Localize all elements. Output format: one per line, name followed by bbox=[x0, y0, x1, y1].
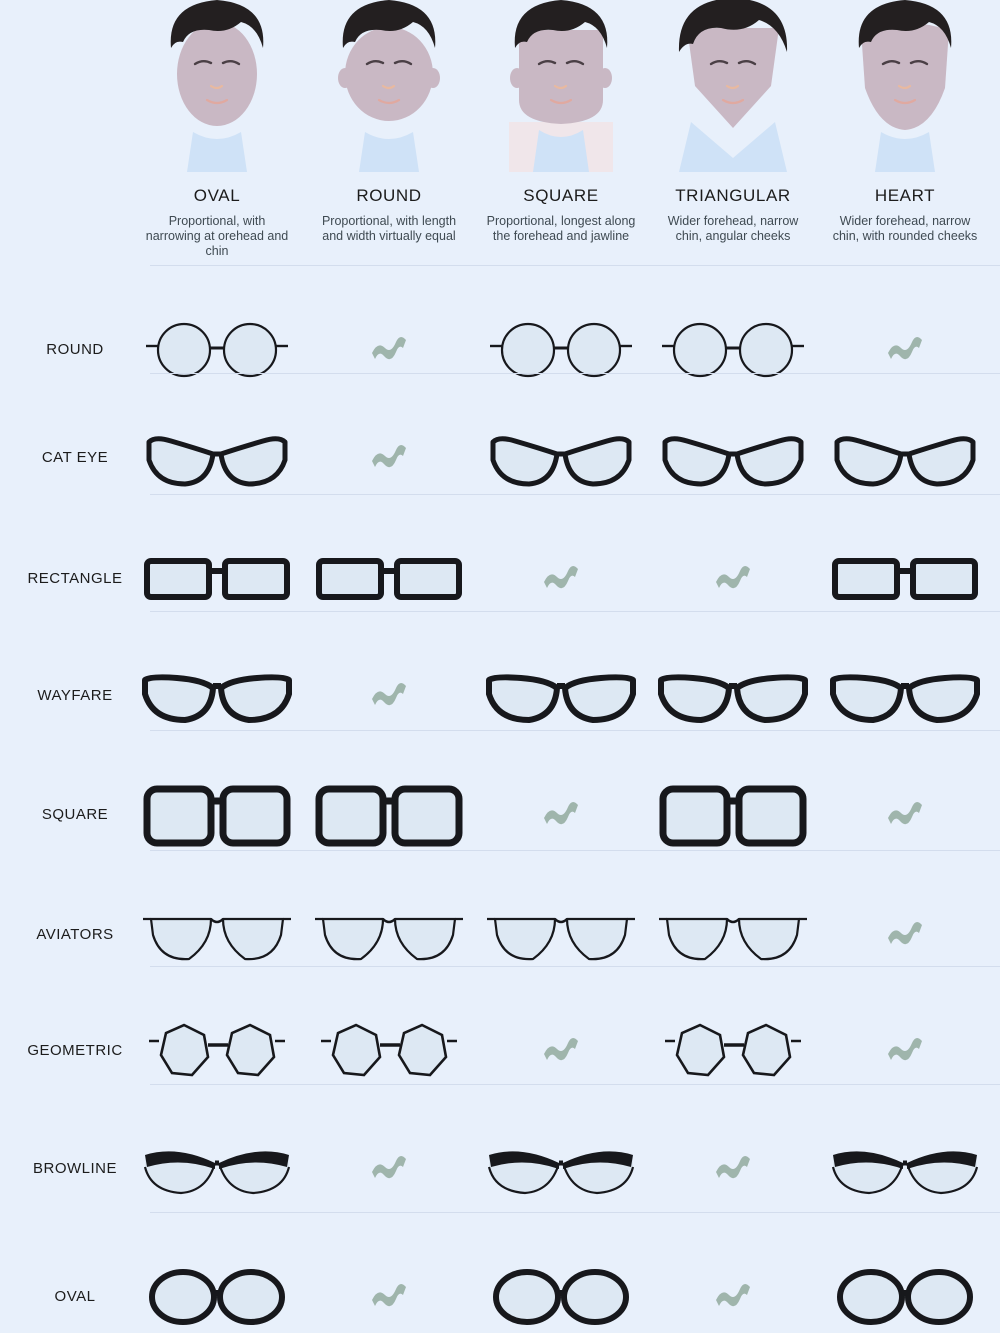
cell-glasses-geometric bbox=[303, 996, 475, 1106]
face-illustration-round bbox=[303, 0, 475, 172]
cell-not-recommended bbox=[819, 880, 991, 990]
cell-glasses-round bbox=[131, 295, 303, 405]
cell-glasses-browline bbox=[819, 1114, 991, 1224]
cell-not-recommended bbox=[647, 1242, 819, 1333]
row-label-aviators: AVIATORS bbox=[36, 926, 114, 943]
cell-glasses-wayfare bbox=[819, 641, 991, 751]
face-shape-title: HEART bbox=[874, 186, 936, 205]
cell-glasses-square bbox=[131, 760, 303, 870]
face-shape-title: SQUARE bbox=[523, 186, 599, 205]
cell-glasses-rectangle bbox=[819, 524, 991, 634]
cell-glasses-cateye bbox=[647, 403, 819, 513]
cell-not-recommended bbox=[475, 996, 647, 1106]
row-label-browline: BROWLINE bbox=[32, 1160, 117, 1177]
cell-glasses-geometric bbox=[131, 996, 303, 1106]
cell-not-recommended bbox=[819, 996, 991, 1106]
cell-glasses-round bbox=[647, 295, 819, 405]
cell-not-recommended bbox=[475, 524, 647, 634]
cell-not-recommended bbox=[303, 403, 475, 513]
cell-glasses-cateye bbox=[475, 403, 647, 513]
cell-glasses-aviator bbox=[303, 880, 475, 990]
cell-glasses-aviator bbox=[131, 880, 303, 990]
column-header-square bbox=[475, 0, 647, 244]
cell-glasses-square bbox=[647, 760, 819, 870]
cell-glasses-wayfare bbox=[647, 641, 819, 751]
cell-glasses-rectangle bbox=[131, 524, 303, 634]
face-shape-title: ROUND bbox=[356, 186, 422, 205]
cell-glasses-oval bbox=[819, 1242, 991, 1333]
row-divider bbox=[150, 850, 1000, 851]
cell-not-recommended bbox=[303, 1242, 475, 1333]
cell-glasses-rectangle bbox=[303, 524, 475, 634]
cell-glasses-geometric bbox=[647, 996, 819, 1106]
cell-not-recommended bbox=[819, 760, 991, 870]
cell-glasses-aviator bbox=[647, 880, 819, 990]
row-label-geometric: GEOMETRIC bbox=[27, 1042, 123, 1059]
cell-glasses-square bbox=[303, 760, 475, 870]
face-shape-description: Proportional, with narrowing at orehead and chin bbox=[145, 214, 289, 258]
face-shape-description: Proportional, longest along the forehead and jawline bbox=[486, 214, 636, 243]
row-divider bbox=[150, 265, 1000, 266]
cell-glasses-oval bbox=[475, 1242, 647, 1333]
cell-not-recommended bbox=[475, 760, 647, 870]
row-divider bbox=[150, 494, 1000, 495]
cell-not-recommended bbox=[303, 1114, 475, 1224]
face-shape-title: TRIANGULAR bbox=[675, 186, 791, 205]
cell-glasses-wayfare bbox=[131, 641, 303, 751]
face-illustration-oval bbox=[131, 0, 303, 172]
row-divider bbox=[150, 1212, 1000, 1213]
cell-glasses-cateye bbox=[131, 403, 303, 513]
face-illustration-triangular bbox=[647, 0, 819, 172]
cell-glasses-aviator bbox=[475, 880, 647, 990]
face-illustration-square bbox=[475, 0, 647, 172]
cell-glasses-round bbox=[475, 295, 647, 405]
face-illustration-heart bbox=[819, 0, 991, 172]
cell-not-recommended bbox=[303, 641, 475, 751]
face-shape-description: Wider forehead, narrow chin, with rounded cheeks bbox=[832, 214, 978, 243]
row-label-wayfare: WAYFARE bbox=[37, 687, 113, 704]
face-shape-description: Wider forehead, narrow chin, angular cheeks bbox=[667, 214, 799, 243]
row-label-round: ROUND bbox=[46, 341, 104, 358]
face-shape-title: OVAL bbox=[193, 186, 241, 205]
column-header-triangular bbox=[647, 0, 819, 244]
row-divider bbox=[150, 611, 1000, 612]
column-header-heart bbox=[819, 0, 991, 244]
cell-glasses-browline bbox=[131, 1114, 303, 1224]
cell-glasses-browline bbox=[475, 1114, 647, 1224]
row-divider bbox=[150, 1084, 1000, 1085]
cell-glasses-wayfare bbox=[475, 641, 647, 751]
cell-not-recommended bbox=[819, 295, 991, 405]
cell-not-recommended bbox=[647, 524, 819, 634]
cell-not-recommended bbox=[647, 1114, 819, 1224]
cell-not-recommended bbox=[303, 295, 475, 405]
row-label-square: SQUARE bbox=[41, 806, 109, 823]
cell-glasses-oval bbox=[131, 1242, 303, 1333]
row-divider bbox=[150, 730, 1000, 731]
row-divider bbox=[150, 966, 1000, 967]
row-label-oval: OVAL bbox=[54, 1288, 96, 1305]
column-header-oval bbox=[131, 0, 303, 259]
row-label-cat-eye: CAT EYE bbox=[41, 449, 109, 466]
row-divider bbox=[150, 373, 1000, 374]
column-header-round bbox=[303, 0, 475, 244]
cell-glasses-cateye bbox=[819, 403, 991, 513]
row-label-rectangle: RECTANGLE bbox=[27, 570, 123, 587]
face-shape-description: Proportional, with length and width virtually equal bbox=[321, 214, 457, 243]
